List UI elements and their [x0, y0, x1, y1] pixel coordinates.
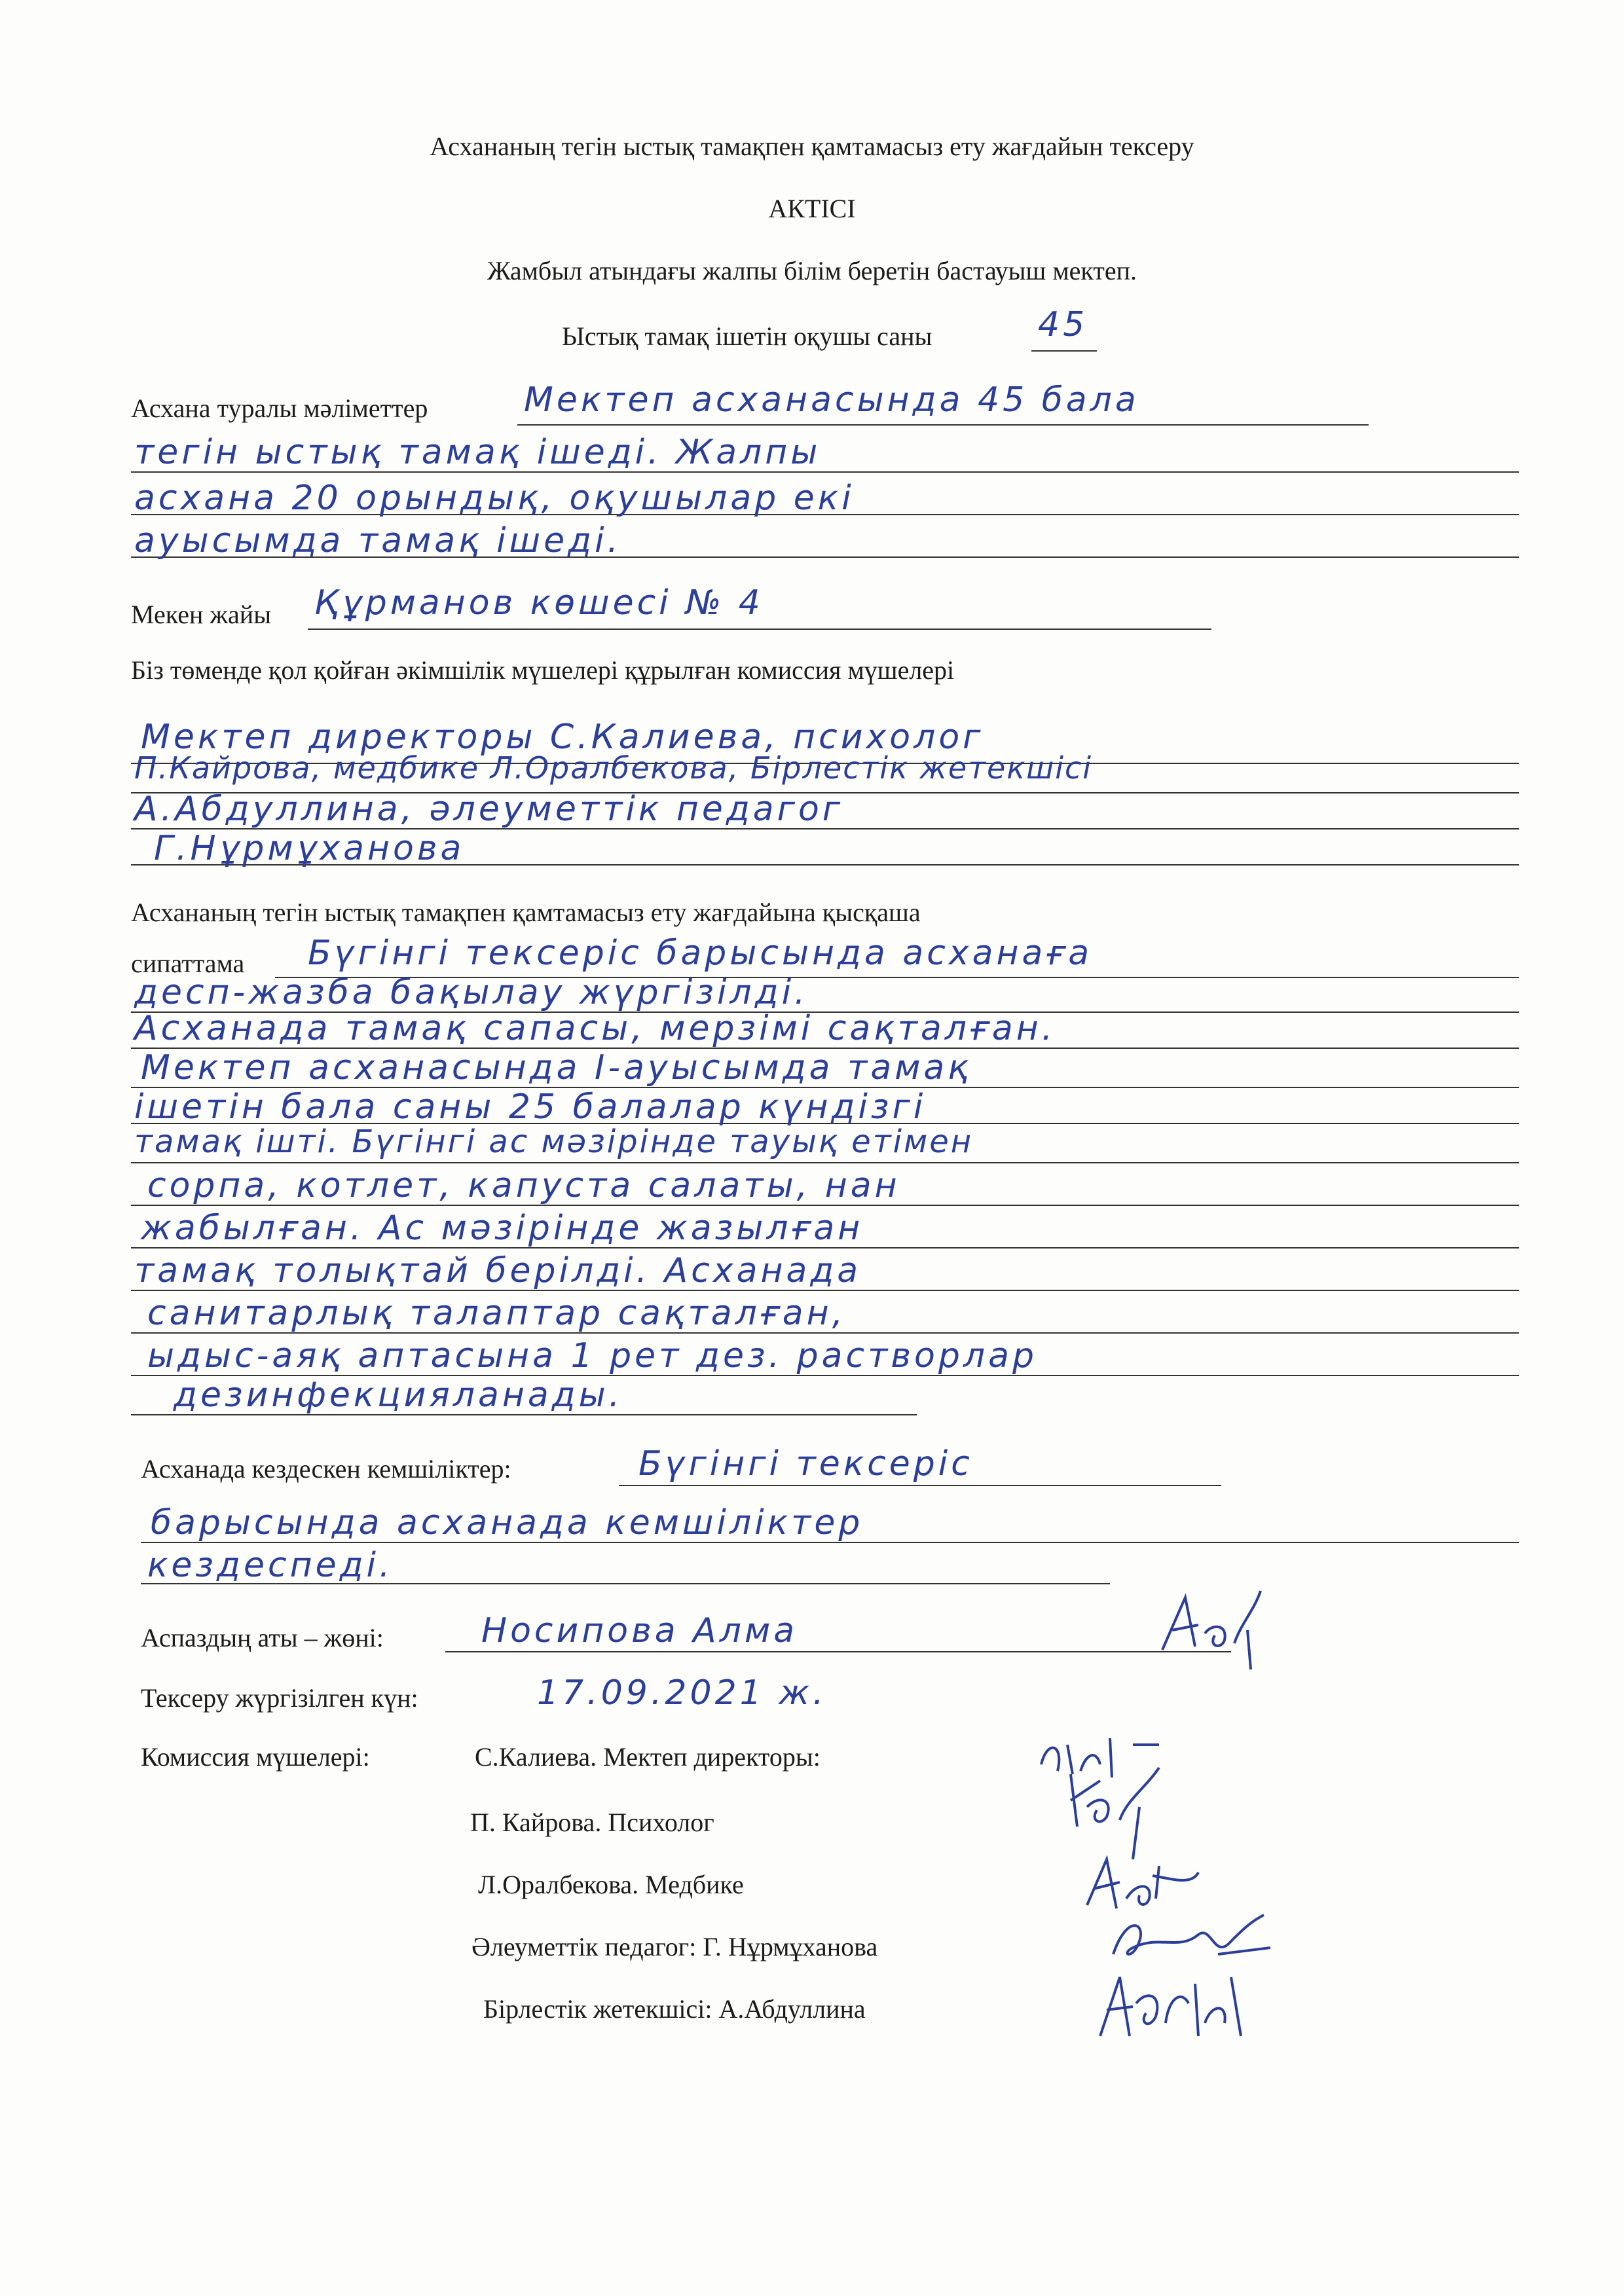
description-line: тамақ толықтай берілді. Асханада — [134, 1251, 862, 1290]
defects-label: Асханада кездескен кемшіліктер: — [141, 1454, 511, 1484]
signature-nurmukhanova — [1100, 1902, 1283, 1974]
description-line: санитарлық талаптар сақталған, — [147, 1294, 847, 1333]
document-title: Асхананың тегін ыстық тамақпен қамтамасыз ету жағдайын тексеру — [430, 132, 1194, 161]
students-count-underline — [1031, 350, 1097, 352]
commission-line: П.Кайрова, медбике Л.Оралбекова, Бірлестік жетекшісі — [134, 750, 1093, 786]
description-label-cont: сипаттама — [131, 949, 245, 978]
description-line: ыдыс-аяқ аптасына 1 рет дез. растворлар — [147, 1336, 1037, 1376]
member-item: Әлеуметтік педагог: Г. Нұрмұханова — [471, 1932, 878, 1961]
address-value: Құрманов көшесі № 4 — [314, 583, 764, 623]
address-label: Мекен жайы — [131, 600, 272, 629]
description-line: тамақ ішті. Бүгінгі ас мәзірінде тауық етімен — [134, 1123, 974, 1160]
inspection-date-label: Тексеру жүргізілген күн: — [141, 1683, 418, 1713]
members-label: Комиссия мүшелері: — [141, 1742, 370, 1772]
canteen-info-label: Асхана туралы мәліметтер — [131, 393, 428, 423]
commission-line: А.Абдуллина, әлеуметтік педагог — [134, 790, 844, 829]
students-count-value: 45 — [1038, 305, 1088, 344]
defects-line: кездеспеді. — [147, 1546, 394, 1585]
canteen-info-line: Мектеп асханасында 45 бала — [524, 380, 1139, 420]
defects-line: Бүгінгі тексеріс — [638, 1444, 973, 1484]
cook-label: Аспаздың аты – жөні: — [141, 1623, 384, 1652]
member-item: П. Кайрова. Психолог — [470, 1808, 714, 1837]
commission-line: Мектеп директоры С.Калиева, психолог — [141, 718, 984, 757]
commission-line: Г.Нұрмұханова — [154, 829, 465, 868]
students-count-label: Ыстық тамақ ішетін оқушы саны — [562, 321, 932, 351]
canteen-info-line: ауысымда тамақ ішеді. — [134, 521, 622, 560]
signature-abdullina — [1090, 1964, 1261, 2049]
description-line: Бүгінгі тексеріс барысында асханаға — [308, 934, 1093, 973]
canteen-info-line: тегін ыстық тамақ ішеді. Жалпы — [134, 433, 821, 472]
description-line: сорпа, котлет, капуста салаты, нан — [147, 1166, 900, 1205]
description-line: ішетін бала саны 25 балалар күндізгі — [134, 1087, 927, 1127]
act-heading: АКТІСІ — [768, 194, 856, 223]
member-item: Л.Оралбекова. Медбике — [478, 1870, 744, 1899]
cook-signature — [1149, 1584, 1280, 1676]
description-label: Асхананың тегін ыстық тамақпен қамтамасыз ету жағдайына қысқаша — [131, 898, 921, 927]
description-line: дезинфекцияланады. — [174, 1376, 623, 1415]
cook-name: Носипова Алма — [481, 1611, 798, 1650]
commission-label: Біз төменде қол қойған әкімшілік мүшелері құрылған комиссия мүшелері — [131, 655, 955, 685]
member-item: С.Калиева. Мектеп директоры: — [475, 1742, 821, 1772]
description-line: Асханада тамақ сапасы, мерзімі сақталған. — [134, 1009, 1056, 1048]
defects-line: барысында асханада кемшіліктер — [151, 1503, 864, 1542]
member-item: Бірлестік жетекшісі: А.Абдуллина — [483, 1994, 866, 2024]
description-line: десп-жазба бақылау жүргізілді. — [134, 973, 809, 1012]
school-name: Жамбыл атындағы жалпы білім беретін бастауыш мектеп. — [487, 256, 1137, 285]
description-line: жабылған. Ас мәзірінде жазылған — [141, 1209, 864, 1248]
inspection-date-value: 17.09.2021 ж. — [537, 1673, 827, 1713]
canteen-info-line: асхана 20 орындық, оқушылар екі — [134, 479, 855, 518]
description-line: Мектеп асханасында І-ауысымда тамақ — [141, 1048, 972, 1087]
